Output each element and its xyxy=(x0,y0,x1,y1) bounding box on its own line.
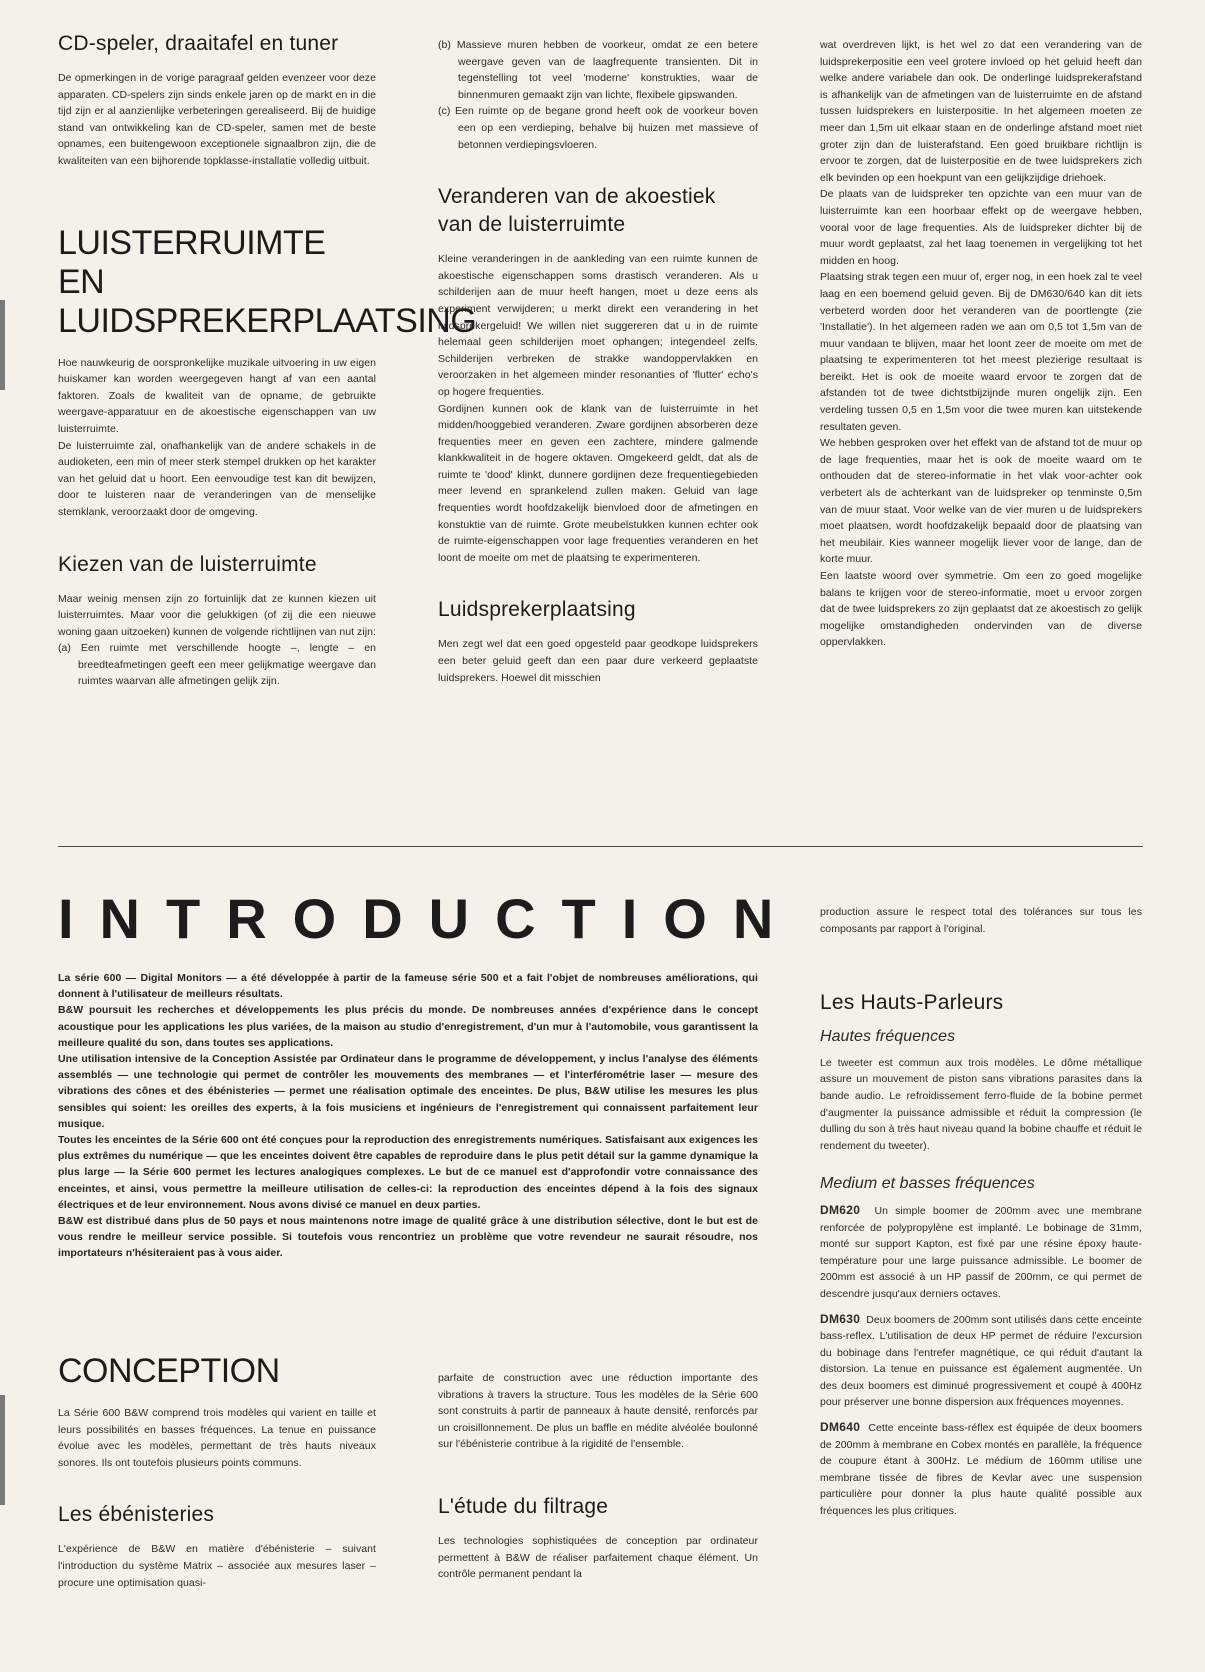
room-heading xyxy=(58,223,477,341)
dm630-label: DM630 xyxy=(820,1311,861,1326)
dutch-column-3 xyxy=(820,37,1142,651)
placement-heading: Luidsprekerplaatsing xyxy=(438,598,636,622)
cd-heading: CD-speler, draaitafel en tuner xyxy=(58,32,339,55)
acoustic-heading-line-1: Veranderen van de akoestiek xyxy=(438,185,716,209)
choose-list xyxy=(58,640,376,690)
placement-text-continued-3: Plaatsing strak tegen een muur of, erger nog, in een hoek zal te veel laag en een boemend geluid geven. Bij de DM630/640 kan dit iets verbeterd worden door het veranderen van de poortlengte (zie 'Installatie'). In het algemeen raden we aan om 0,5 tot 1,5m van de muur vandaan te blijven, maar het loont zeer de moeite om met de plaatsing te experimenteren tot het meest plezierige resultaat is bereikt. Het is ook de moeite waard ervoor te zorgen dat de afstanden tot de twee dichtstbijzijnde muren ongelijk zijn. Een verdeling tussen 0,5 en 1,5m voor die twee muren kan uitstekende resultaten geven. xyxy=(820,271,1142,433)
room-text-1: Hoe nauwkeurig de oorspronkelijke muzikale uitvoering in uw eigen huiskamer kan worden weergegeven hangt af van een aantal faktoren. Zoals de kwaliteit van de opname, de gebruikte weergave-apparatuur en de akoestische eigenschappen van uw luisterruimte. xyxy=(58,356,376,435)
french-column-3 xyxy=(820,904,1142,1520)
mid-heading: Medium et basses fréquences xyxy=(820,1175,1035,1193)
dutch-column-1 xyxy=(58,30,477,690)
french-column-2 xyxy=(438,1370,758,1583)
intro-right-text: production assure le respect total des tolérances sur tous les composants par rapport à l'original. xyxy=(820,906,1142,935)
intro-paragraph-5: B&W est distribué dans plus de 50 pays et nous maintenons notre image de qualité grâce à une distribution sélective, dont le but est de vous rendre le meilleur service possible. Si toutefois vous rencontriez un problème que votre revendeur ne saurait résoudre, nos importateurs n'hésiteraient pas à vous aider. xyxy=(58,1215,758,1260)
conception-heading: CONCEPTION xyxy=(58,1352,280,1390)
placement-text-continued-2: De plaats van de luidspreker ten opzichte van een muur van de luisterruimte kan een hoorbaar effekt op de weergave hebben, vooral voor de lage frequenties. Als de luidspreker dichter bij de muur wordt geplaatst, zal het laag toenemen in vergelijking tot het midden en hoog. xyxy=(820,188,1142,267)
choose-heading: Kiezen van de luisterruimte xyxy=(58,552,317,576)
list-item: (c) Een ruimte op de begane grond heeft ook de voorkeur boven een op een verdieping, behalve bij huizen met massieve of betonnen verdiepingsvloeren. xyxy=(438,105,758,151)
dm640-paragraph xyxy=(820,1419,1142,1520)
acoustic-heading-line-2: van de luisterruimte xyxy=(438,213,626,237)
room-text-2: De luisterruimte zal, onafhankelijk van de andere schakels in de audioketen, een min of meer sterk stempel drukken op het karakter van het geluid dat u hoort. Een eenvoudige test kan dit bewijzen, door te luisteren naar de veranderingen van de menselijke stemklank, veroorzaakt door de omgeving. xyxy=(58,439,376,518)
cabinets-text-continued: parfaite de construction avec une réduction importante des vibrations à travers la structure. Tous les modèles de la Série 600 sont construits à partir de panneaux à haute densité, renforcés par un croisillonnement. De plus un baffle en médite alvéolée boulonné sur l'ébénisterie contribue à la rigidité de l'ensemble. xyxy=(438,1372,758,1451)
placement-text: Men zegt wel dat een goed opgesteld paar geodkope luidsprekers een beter geluid geeft dan een paar dure verkeerd geplaatste luidsprekers. Hoewel dit misschien xyxy=(438,638,758,684)
intro-paragraph-3: Une utilisation intensive de la Conception Assistée par Ordinateur dans le programme de développement, y inclus l'analyse des éléments assemblés — une technologie qui permet de contrôler les mouvements des membranes — et l'interférométrie laser — mesure des vibrations des cônes et des ébénisteries — permet une réalisation optimale des enceintes. De plus, B&W utilise les mesures les plus sensibles qui soient: les oreilles des experts, à la fois musiciens et ingénieurs de l'enregistrement qui connaissent parfaitement leur musique. xyxy=(58,1053,758,1130)
hf-heading: Hautes fréquences xyxy=(820,1028,956,1046)
placement-text-continued-1: wat overdreven lijkt, is het wel zo dat een verandering van de luidsprekerpositie een veel grotere invloed op het geluid heeft dan welke andere variabele dan ook. De onderlinge luidsprekerafstand is afhankelijk van de afmetingen van de luisterruimte en de afstand tussen luidsprekers en luisterpositie. In het algemeen moeten ze meer dan 1,5m uit elkaar staan en de onderlinge afstand moet niet groter zijn dan de luisterafstand. Een goed bruikbare richtlijn is ervoor te zorgen, dat de luisterpositie en de twee luidsprekers zich elk bevinden op een hoekpunt van een gelijkzijdige driehoek. xyxy=(820,39,1142,184)
french-column-1 xyxy=(58,1352,376,1591)
acoustic-heading xyxy=(438,183,758,239)
dm640-label: DM640 xyxy=(820,1420,861,1435)
dm630-paragraph xyxy=(820,1311,1142,1412)
choose-text: Maar weinig mensen zijn zo fortuinlijk dat ze kunnen kiezen uit luisterruimtes. Maar voor die gelukkigen (of zij die een nieuwe woning gaan uitzoeken) kunnen de volgende richtlijnen van nut zijn: xyxy=(58,592,376,638)
dutch-column-2 xyxy=(438,37,758,686)
section-divider xyxy=(58,846,1143,847)
dm620-label: DM620 xyxy=(820,1202,861,1217)
hf-text: Le tweeter est commun aux trois modèles. Le dôme métallique assure un mouvement de piston sans vibrations parasites dans la bande audio. Le refroidissement ferro-fluide de la bobine permet d'augmenter la puissance admissible et réduit la compression (le dulling du son à très haut niveau quand la bobine chauffe et réduit le rendement du tweeter). xyxy=(820,1056,1142,1152)
introduction-title: INTRODUCTION xyxy=(58,887,800,950)
dm620-paragraph xyxy=(820,1202,1142,1303)
dm640-text: Cette enceinte bass-réflex est équipée de deux boomers de 200mm à membrane en Cobex montés en parallèle, la fréquence de coupure étant à 300Hz. Le médium de 160mm utilise une membrane tissée de fibres de Kevlar avec une suspension particulière pour donner la plus haute qualité possible aux fréquences les plus critiques. xyxy=(820,1422,1142,1518)
room-heading-line-1: LUISTERRUIMTE EN xyxy=(58,223,326,301)
list-item: (b) Massieve muren hebben de voorkeur, omdat ze een betere weergave geven van de laagfrequente transienten. Dit in tegenstelling tot veel 'moderne' konstrukties, waar de binnenmuren gemaakt zijn van lichte, flexibele gipswanden. xyxy=(438,39,758,101)
cd-text: De opmerkingen in de vorige paragraaf gelden evenzeer voor deze apparaten. CD-spelers zijn sinds enkele jaren op de markt en in die tijd zijn er al aanzienlijke verbeteringen gerealiseerd. Bij de huidige stand van ontwikkeling kan de CD-speler, samen met de beste opnames, een buitengewoon exceptionele signaalbron zijn, die de kwaliteiten van een bijhorende topklasse-installatie volledig uitbuit. xyxy=(58,72,376,167)
placement-text-continued-4: We hebben gesproken over het effekt van de afstand tot de muur op de lage frequenties, maar het is ook de moeite waard om te onthouden dat de stereo-informatie in het vlak voor-achter ook verbetert als de achterkant van de luidspreker op tenminste 0,5m van de muur staat. Voor welke van de vier muren u de luidsprekers moet plaatsen, wordt hoofdzakelijk bepaald door de plaatsing van het meubilair. Kies wanneer mogelijk liever voor de lange, dan de korte muur. xyxy=(820,437,1142,566)
acoustic-text-1: Kleine veranderingen in de aankleding van een ruimte kunnen de akoestische eigenschappen soms drastisch veranderen. Als u schilderijen aan de muur heeft hangen, moet u deze eens als experiment verwijderen; u merkt direkt een verandering in het luidsprekergeluid! We willen niet suggereren dat u in de ruimte helemaal geen schilderijen moet ophangen; integendeel zelfs. Schilderijen verbreken de strakke wandoppervlakken en veroorzaken in het algemeen minder resonanties of 'flutter' echo's op hogere frequenties. xyxy=(438,253,758,398)
placement-text-continued-5: Een laatste woord over symmetrie. Om een zo goed mogelijke balans te krijgen voor de stereo-informatie, moet u ervoor zorgen dat de twee luidsprekers zo zijn geplaatst dat ze akoestisch zo gelijk mogelijke omstandigheden ondervinden van de diverse oppervlakken. xyxy=(820,570,1142,649)
acoustic-text-2: Gordijnen kunnen ook de klank van de luisterruimte in het midden/hooggebied veranderen. Zware gordijnen absorberen deze frequenties meer en geven een zachtere, mindere galmende klankkwaliteit in de hogere oktaven. Omgekeerd geldt, dat als de ruimte te 'dood' klinkt, dunnere gordijnen deze frequentiegebieden meer levend en sprankelend zullen maken. Geluid van lage frequenties wordt hoofdzakelijk bienvloed door de afmetingen en konstuktie van de ruimte. Grote meubelstukken kunnen echter ook de ruimte-eigenschappen voor lage frequenties veranderen en het loont de moeite om met de plaatsing te experimenteren. xyxy=(438,402,758,564)
introduction-body xyxy=(58,970,758,1262)
filter-text: Les technologies sophistiquées de conception par ordinateur permettent à B&W de réaliser parfaitement chaque élément. Un contrôle permanent pendant la xyxy=(438,1534,758,1581)
intro-paragraph-4: Toutes les enceintes de la Série 600 ont été conçues pour la reproduction des enregistrements numériques. Satisfaisant aux exigences les plus extrêmes du numérique — que les enceintes doivent être capables de reproduire dans le plus petit détail sur la gamme dynamique la plus large — la Série 600 permet les lectures analogiques complexes. Le but de ce manuel est d'approfondir votre connaissance des enceintes, et ainsi, vous permettre la meilleure utilisation de celles-ci: la reproduction des enceintes dépend à la fois des signaux électriques et de leur environnement. Nous avons divisé ce manuel en deux parties. xyxy=(58,1134,758,1211)
filter-heading: L'étude du filtrage xyxy=(438,1494,609,1518)
choose-list-continued xyxy=(438,37,758,153)
binding-edge-mark xyxy=(0,1395,5,1505)
speakers-heading: Les Hauts-Parleurs xyxy=(820,991,1004,1015)
dm620-text: Un simple boomer de 200mm avec une membrane renforcée de polypropylène est implanté. Le bobinage de 31mm, monté sur support Kapton, est fixé par une résine époxy haute-température pour une large puissance admissible. Le boomer de 200mm est associé à un HP passif de 200mm, ce qui permet de descendre jusqu'aux derniers octaves. xyxy=(820,1204,1143,1300)
intro-paragraph-1: La série 600 — Digital Monitors — a été développée à partir de la fameuse série 500 et a fait l'objet de nombreuses améliorations, qui donnent à l'utilisateur de meilleurs résultats. xyxy=(58,972,758,1001)
cabinets-text: L'expérience de B&W en matière d'ébénisterie – suivant l'introduction du système Matrix – associée aux mesures laser – procure une optimisation quasi- xyxy=(58,1543,376,1589)
list-item: (a) Een ruimte met verschillende hoogte –, lengte – en breedteafmetingen geeft een meer gelijkmatige weergave dan ruimtes waarvan alle afmetingen gelijk zijn. xyxy=(58,642,376,688)
room-heading-line-2: LUIDSPREKERPLAATSING xyxy=(58,301,477,340)
binding-edge-mark xyxy=(0,300,5,390)
dm630-text: Deux boomers de 200mm sont utilisés dans cette enceinte bass-reflex. L'utilisation de deux HP permet de réduire l'excursion du bobinage dans l'entrefer magnétique, ce qui réduit d'autant la distorsion. La tenue en puissance est également augmentée. Un des deux boomers est diminué progressivement et coupé à 400Hz pour préserver une bonne dispersion aux fréquences moyennes. xyxy=(820,1313,1142,1409)
cabinets-heading: Les ébénisteries xyxy=(58,1503,215,1527)
conception-text: La Série 600 B&W comprend trois modèles qui varient en taille et leurs possibilités en basses fréquences. La tenue en puissance évolue avec les modèles, permettant de très hauts niveaux sonores. Ils ont toutefois plusieurs points communs. xyxy=(58,1407,376,1469)
intro-paragraph-2: B&W poursuit les recherches et développements les plus précis du monde. De nombreuses années d'expérience dans le concept acoustique pour les applications les plus variées, de la maison au studio d'enregistrement, d'un mur à l'automobile, vous garantissent la meilleure qualité du son, dans toutes ses applications. xyxy=(58,1004,758,1049)
